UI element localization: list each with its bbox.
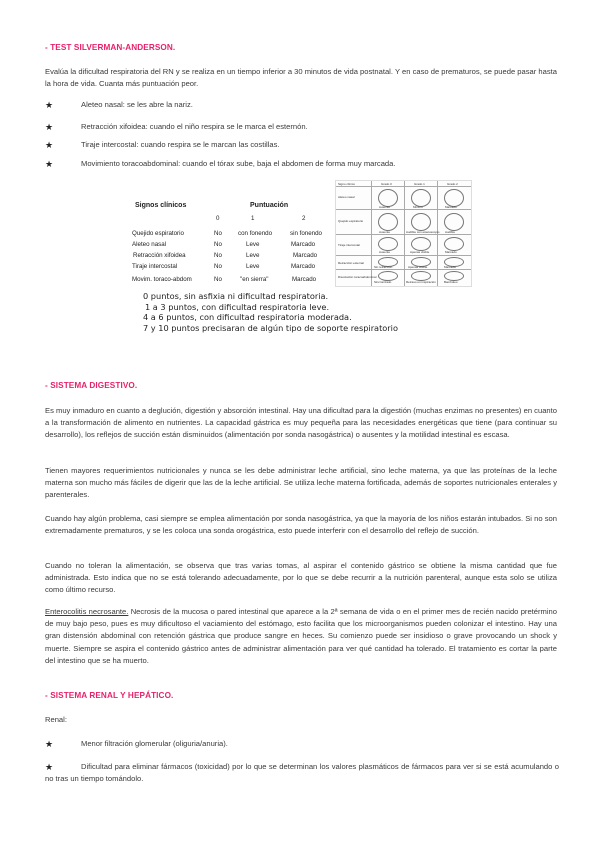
infant-face-icon (444, 213, 464, 231)
table-cell: Movim. toraco-abdom (132, 276, 192, 283)
infant-face-icon (378, 213, 398, 231)
silverman-heading: - TEST SILVERMAN-ANDERSON. (45, 43, 176, 52)
figure-caption: Bamboleo (444, 280, 458, 284)
table-header-signs: Signos clínicos (135, 202, 187, 209)
figure-row-label: Quejido espiratorio (338, 219, 364, 223)
figure-caption: Retraso en inspiración (406, 280, 436, 284)
figure-caption: Ausente (379, 205, 391, 209)
table-cell: Aleteo nasal (132, 241, 167, 248)
figure-header: Signo clínico (338, 182, 356, 186)
figure-caption: Apenas visible (408, 265, 428, 269)
star-icon: ★ (45, 159, 54, 169)
infant-chest-icon (411, 237, 431, 251)
figure-row-label: Disociación toracoabdominal (338, 275, 377, 279)
digestivo-paragraph: Tienen mayores requerimientos nutricionales y nunca se les debe administrar leche artificial, sino leche materna, ya que las proteínas de la leche materna son mucho más fáciles de digerir que las de la leche artificial. Se utiliza leche materna fortificada, además de soportes nutricionales enterales y parenterales. (45, 466, 557, 500)
bullet-text: Menor filtración glomerular (oliguria/anuria). (81, 739, 228, 748)
silverman-figure (335, 180, 472, 287)
interpretation-line: 7 y 10 puntos precisaran de algún tipo de soporte respiratorio (143, 322, 398, 333)
figure-caption: Audible (445, 230, 456, 234)
interpretation-line: 0 puntos, sin asfixia ni dificultad respiratoria. (143, 291, 329, 301)
figure-header: Grado 1 (414, 182, 425, 186)
table-cell: sin fonendo (290, 230, 322, 237)
bullet-text: Retracción xifoidea: cuando el niño respira se le marca el esternón. (81, 122, 308, 131)
score-0-header: 0 (216, 215, 220, 222)
table-cell: "en sierra" (240, 276, 269, 283)
bullet-item (45, 761, 560, 785)
infant-chest-icon (378, 237, 398, 251)
figure-caption: Mínimo (413, 205, 423, 209)
table-cell: Leve (246, 252, 260, 259)
star-icon: ★ (45, 140, 54, 150)
bullet-text: Aleteo nasal: se les abre la nariz. (81, 100, 193, 109)
interpretation-line: 1 a 3 puntos, con dificultad respiratoria leve. (145, 301, 330, 312)
star-icon: ★ (45, 122, 54, 132)
figure-caption: Ausente (379, 230, 391, 234)
star-icon: ★ (45, 100, 54, 110)
table-cell: Quejido espiratorio (132, 230, 184, 237)
table-cell: No (214, 276, 222, 283)
table-cell: Marcado (291, 241, 316, 248)
figure-row-label: Retracción esternal (338, 261, 364, 265)
figure-row-label: Tiraje intercostal (338, 243, 360, 247)
enterocolitis-term: Enterocolitis necrosante. (45, 607, 129, 616)
table-cell: Leve (246, 263, 260, 270)
table-cell: Marcado (291, 263, 316, 270)
figure-caption: Apenas visible (410, 250, 430, 254)
table-cell: Leve (246, 241, 260, 248)
table-cell: No (214, 263, 222, 270)
figure-caption: Sin retracción (374, 265, 393, 269)
table-cell: No (214, 252, 222, 259)
digestivo-heading: - SISTEMA DIGESTIVO. (45, 381, 138, 390)
table-cell: Marcado (292, 276, 317, 283)
table-cell: Tiraje intercostal (132, 263, 178, 270)
infant-face-icon (411, 213, 431, 231)
table-cell: No (214, 230, 222, 237)
figure-caption: Sincronizado (374, 280, 392, 284)
renal-heading: - SISTEMA RENAL Y HEPÁTICO. (45, 691, 174, 700)
figure-header: Grado 0 (381, 182, 392, 186)
table-header-score: Puntuación (250, 202, 289, 209)
table-cell: Marcado (293, 252, 318, 259)
digestivo-paragraph: Cuando no toleran la alimentación, se observa que tras varias tomas, al aspirar el contenido gástrico se obtiene la misma cantidad que fue administrada. Esto indica que no se está tolerando adecuadamente, por lo que se debe recurrir a la nutrición parenteral, aunque esta solo se utiliza como último recurso. (45, 561, 557, 595)
silverman-intro: Evalúa la dificultad respiratoria del RN y se realiza en un tiempo inferior a 30 minutos de vida postnatal. Y en caso de prematuros, se puede pasar hasta la hora de vida. Cuanta más puntuación peor. (45, 67, 557, 89)
figure-caption: Marcada (444, 265, 456, 269)
figure-caption: Marcado (445, 205, 457, 209)
renal-label: Renal: (45, 715, 67, 724)
table-cell: No (214, 241, 222, 248)
silverman-score-table (130, 197, 330, 287)
interpretation-line: 4 a 6 puntos, con dificultad respiratoria moderada. (143, 312, 352, 322)
digestivo-paragraph: Cuando hay algún problema, casi siempre se emplea alimentación por sonda nasogástrica, ya que la mayoría de los niños estarán intubados. Si no son extremadamente prematuros, y se les coloca una sonda orogástrica, esto puede interferir con el desarrollo del reflejo de succión. (45, 514, 557, 536)
star-icon: ★ (45, 762, 54, 772)
score-2-header: 2 (302, 215, 306, 222)
infant-chest-icon (444, 237, 464, 251)
figure-caption: Ausente (379, 250, 391, 254)
figure-caption: Marcado (445, 250, 457, 254)
silverman-interpretation (143, 291, 398, 333)
bullet-text: Tiraje intercostal: cuando respira se le marcan las costillas. (81, 140, 280, 149)
enterocolitis-text: Necrosis de la mucosa o pared intestinal que aparece a la 2ª semana de vida o en el primer mes de recién nacido pretérmino de muy bajo peso, pues es muy dificultoso el vaciamiento del estómago, esto facilita que los microorganismos pueden colonizar el intestino. Hay una gran distensión abdominal con retención gástrica que produce sangre en heces. Su comienzo puede ser insidioso o grave provocando un shock y muerte. Siempre se aspira el contenido gástrico antes de administrar alimentación para ver qué cantidad ha tolerado. El tratamiento es cortar la parte del intestino que se ha muerto. (45, 607, 558, 665)
score-1-header: 1 (251, 215, 255, 222)
bullet-text: Movimiento toracoabdominal: cuando el tórax sube, baja el abdomen de forma muy marcada. (81, 159, 396, 168)
bullet-text: Dificultad para eliminar fármacos (toxicidad) por lo que se determinan los valores plasmáticos de fármacos para ver si se está acumulando o no tras un tiempo tomándolo. (45, 762, 559, 784)
figure-header: Grado 2 (447, 182, 458, 186)
star-icon: ★ (45, 739, 54, 749)
table-cell: con fonendo (238, 230, 273, 237)
table-cell: Retracción xifoidea (133, 252, 186, 259)
figure-caption: Audible con estetoscopio (406, 230, 440, 234)
figure-row-label: Aleteo nasal (338, 195, 355, 199)
digestivo-paragraph: Es muy inmaduro en cuanto a deglución, digestión y absorción intestinal. Hay una dificultad para la digestión (muchas enzimas no presentes) en cuanto a la transformación de alimento en nutrientes. La capacidad gástrica es muy pequeña para las necesidades energéticas que tiene (para continuar su desarrollo), los reflejos de succión están disminuidos (alimentación por sonda nasogástrica) o ausentes y la motilidad intestinal es escasa. (45, 406, 557, 440)
enterocolitis-paragraph (45, 606, 557, 667)
